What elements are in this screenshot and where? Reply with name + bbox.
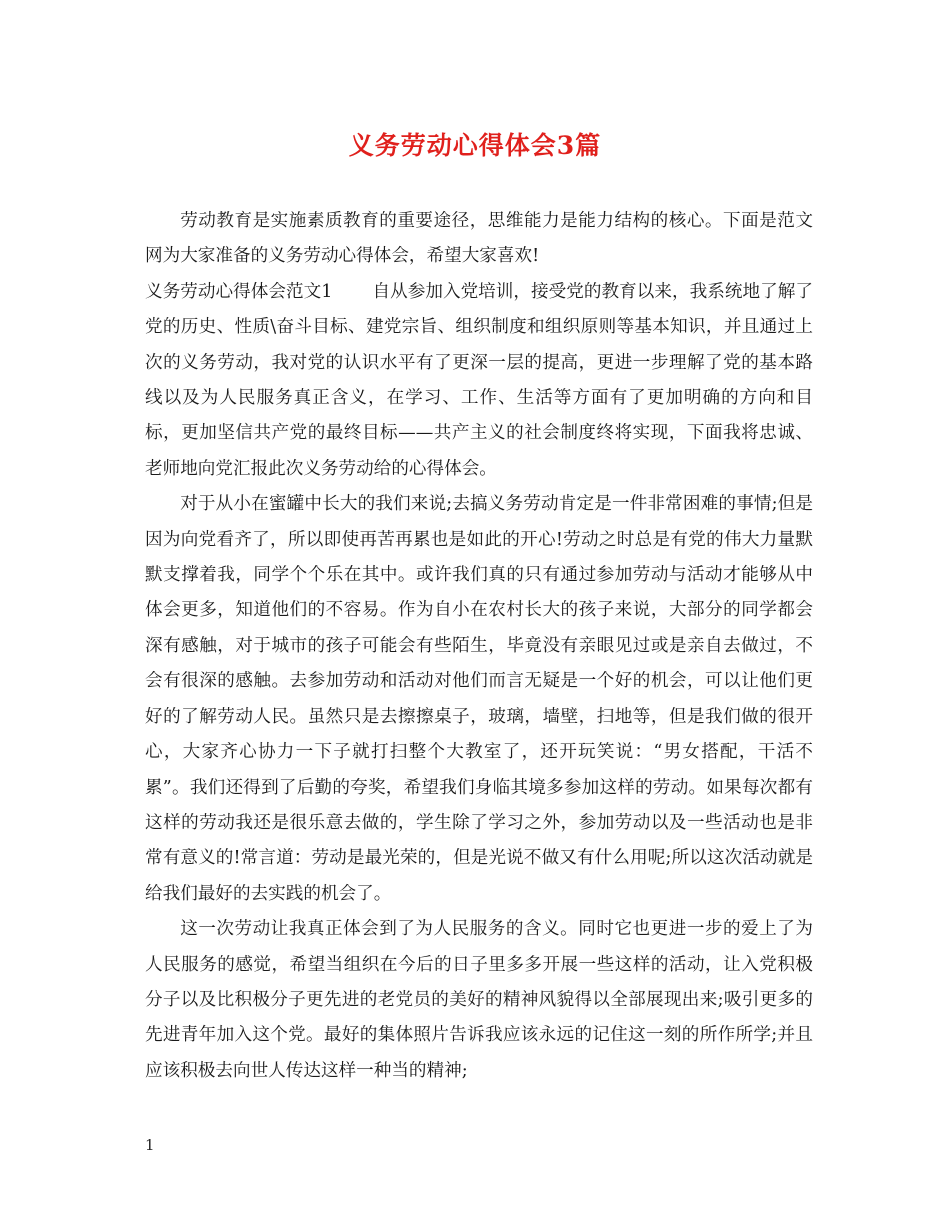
document-title: 义务劳动心得体会3篇 — [348, 131, 602, 160]
page-number: 1 — [145, 1136, 155, 1154]
intro-paragraph: 劳动教育是实施素质教育的重要途径，思维能力是能力结构的核心。下面是范文网为大家准备的义务劳动心得体会，希望大家喜欢! — [145, 211, 813, 267]
section-heading: 义务劳动心得体会范文1 — [145, 281, 333, 302]
paragraph-2: 对于从小在蜜罐中长大的我们来说;去搞义务劳动肯定是一件非常困难的事情;但是因为向党看齐了，所以即使再苦再累也是如此的开心!劳动之时总是有党的伟大力量默默支撑着我，同学个个乐在其中。或许我们真的只有通过参加劳动与活动才能够从中体会更多，知道他们的不容易。作为自小在农村长大的孩子来说，大部分的同学都会深有感触，对于城市的孩子可能会有些陌生，毕竟没有亲眼见过或是亲自去做过，不会有很深的感触。去参加劳动和活动对他们而言无疑是一个好的机会，可以让他们更好的了解劳动人民。虽然只是去擦擦桌子，玻璃，墙壁，扫地等，但是我们做的很开心，大家齐心协力一下子就打扫整个大教室了，还开玩笑说：“男女搭配，干活不累”。我们还得到了后勤的夸奖，希望我们身临其境多参加这样的劳动。如果每次都有这样的劳动我还是很乐意去做的，学生除了学习之外，参加劳动以及一些活动也是非常有意义的!常言道：劳动是最光荣的，但是光说不做又有什么用呢;所以这次活动就是给我们最好的去实践的机会了。 — [145, 494, 813, 904]
paragraph-3: 这一次劳动让我真正体会到了为人民服务的含义。同时它也更进一步的爱上了为人民服务的感觉，希望当组织在今后的日子里多多开展一些这样的活动，让入党积极分子以及比积极分子更先进的老党员的美好的精神风貌得以全部展现出来;吸引更多的先进青年加入这个党。最好的集体照片告诉我应该永远的记住这一刻的所作所学;并且应该积极去向世人传达这样一种当的精神; — [145, 919, 813, 1081]
document-body — [145, 204, 813, 1089]
section-paragraph-1 — [145, 275, 813, 487]
paragraph-1-text: 自从参加入党培训，接受党的教育以来，我系统地了解了党的历史、性质\奋斗目标、建党宗旨、组织制度和组织原则等基本知识，并且通过上次的义务劳动，我对党的认识水平有了更深一层的提高，更进一步理解了党的基本路线以及为人民服务真正含义，在学习、工作、生活等方面有了更加明确的方向和目标，更加坚信共产党的最终目标——共产主义的社会制度终将实现，下面我将忠诚、老师地向党汇报此次义务劳动给的心得体会。 — [145, 281, 813, 479]
